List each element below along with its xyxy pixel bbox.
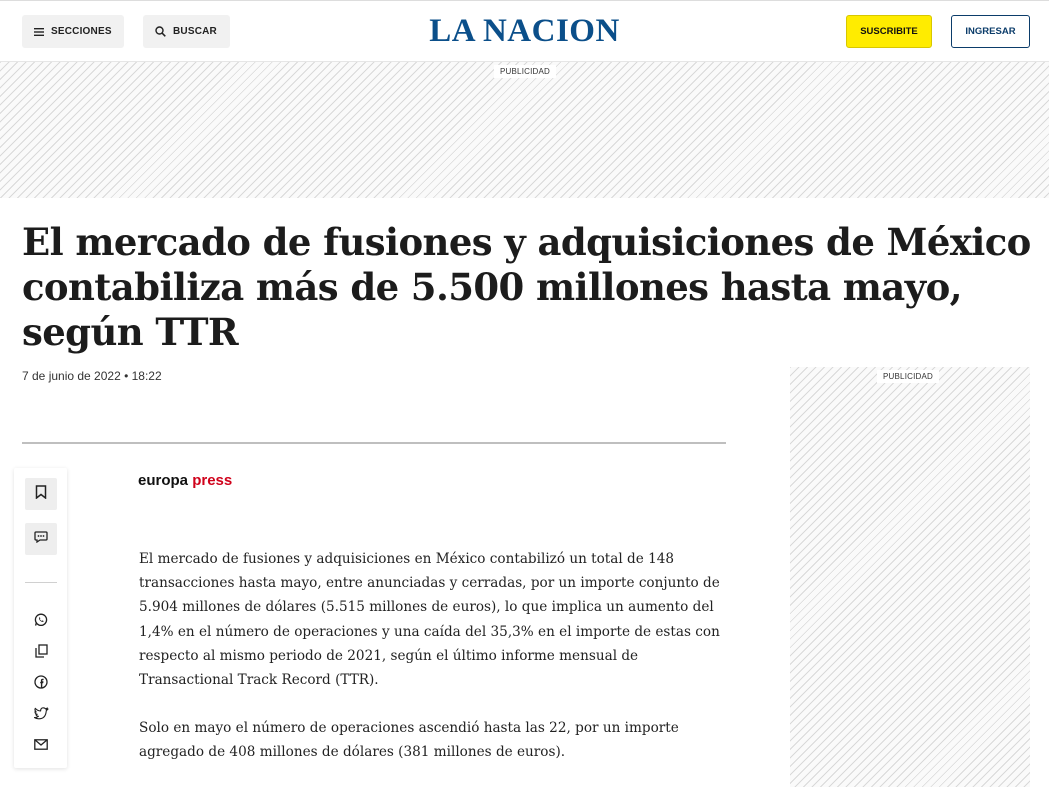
- article-paragraph: Solo en mayo el número de operaciones ascendió hasta las 22, por un importe agregado de 408 millones de dólares (381 millones de euros).: [139, 720, 679, 761]
- side-ad-banner[interactable]: [790, 367, 1030, 787]
- facebook-icon[interactable]: [31, 672, 51, 692]
- search-label: BUSCAR: [173, 26, 217, 37]
- subscribe-button[interactable]: SUSCRIBITE: [846, 15, 932, 48]
- article-paragraph: El mercado de fusiones y adquisiciones en México contabilizó un total de 148 transacciones hasta mayo, entre anunciadas y cerradas, por un importe conjunto de 5.904 millones de dólares (5.515 millones de euros), lo que implica un aumento del 1,4% en el número de operaciones y una caída del 35,3% en el importe de estas con respecto al mismo periodo de 2021, según el último informe mensual de Transactional Track Record (TTR).: [139, 551, 720, 689]
- share-rail: [14, 468, 67, 768]
- sections-button[interactable]: [22, 15, 124, 48]
- ad-label: PUBLICIDAD: [877, 370, 939, 383]
- search-button[interactable]: [143, 15, 230, 48]
- copy-link-icon[interactable]: [31, 641, 51, 661]
- rail-separator: [25, 582, 57, 583]
- article-date: 7 de junio de 2022 • 18:22: [22, 369, 162, 383]
- email-icon[interactable]: [31, 734, 51, 754]
- article-source: [138, 472, 232, 489]
- ad-label: PUBLICIDAD: [494, 65, 556, 78]
- site-header: [0, 0, 1049, 62]
- login-button[interactable]: INGRESAR: [951, 15, 1030, 48]
- search-icon: [155, 26, 166, 37]
- bookmark-button[interactable]: [25, 478, 57, 510]
- source-press: press: [192, 472, 233, 489]
- bookmark-icon: [35, 485, 47, 504]
- top-ad-banner[interactable]: [0, 62, 1049, 198]
- article-title: El mercado de fusiones y adquisiciones de México contabiliza más de 5.500 millones hasta mayo, según TTR: [22, 220, 1031, 354]
- whatsapp-icon[interactable]: [31, 610, 51, 630]
- menu-icon: [34, 28, 44, 36]
- divider: [22, 442, 726, 444]
- site-logo[interactable]: LA NACION: [429, 13, 620, 49]
- sections-label: SECCIONES: [51, 26, 112, 37]
- comment-icon: [34, 530, 48, 548]
- comments-button[interactable]: [25, 523, 57, 555]
- article-body: [139, 547, 734, 789]
- twitter-icon[interactable]: [31, 703, 51, 723]
- source-europa: europa: [138, 472, 189, 489]
